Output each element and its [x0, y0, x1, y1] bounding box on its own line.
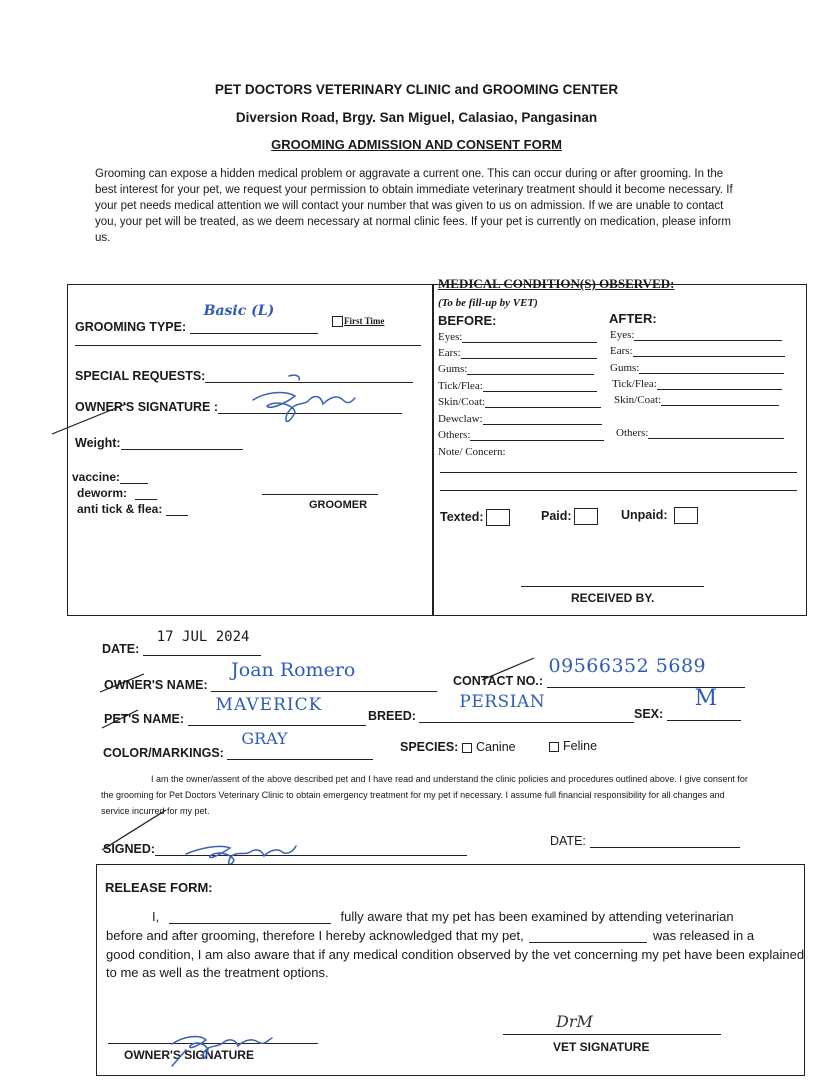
before-ears-field[interactable] [438, 347, 597, 359]
special-requests-label: SPECIAL REQUESTS: [75, 369, 206, 383]
anti-tick-field[interactable] [77, 502, 188, 516]
received-by-label: RECEIVED BY. [571, 591, 655, 605]
color-markings-value: GRAY [241, 729, 288, 748]
deworm-label: deworm: [77, 486, 128, 500]
date-field[interactable] [102, 629, 261, 656]
after-others-label: Others: [616, 427, 649, 439]
texted-label: Texted: [440, 509, 484, 524]
after-tickflea-field[interactable] [612, 378, 782, 390]
medical-subtitle: (To be fill-up by VET) [438, 297, 538, 309]
weight-field[interactable] [75, 436, 243, 450]
deworm-field[interactable] [77, 486, 157, 500]
before-eyes-field[interactable] [438, 331, 597, 343]
after-skincoat-label: Skin/Coat: [614, 394, 662, 406]
owner-signature-pen-mark [50, 400, 130, 440]
before-dewclaw-field[interactable] [438, 413, 602, 425]
first-time-label: First Time [344, 316, 385, 326]
canine-checkbox[interactable] [462, 743, 472, 753]
vet-signature-label: VET SIGNATURE [553, 1040, 650, 1054]
before-eyes-label: Eyes: [438, 331, 463, 343]
clinic-name: PET DOCTORS VETERINARY CLINIC and GROOMING CENTER [214, 82, 619, 97]
groomer-label: GROOMER [309, 499, 368, 511]
breed-label: BREED: [368, 709, 416, 723]
release-owner-name-line[interactable] [169, 911, 331, 924]
grooming-type-value: Basic (L) [203, 303, 275, 319]
release-owner-signature-scribble [160, 1010, 280, 1070]
feline-label: Feline [563, 739, 598, 753]
release-owner-signature-label: OWNER'S SIGNATURE [124, 1048, 254, 1062]
grooming-type-second-line [75, 345, 421, 346]
note-concern-label: Note/ Concern: [438, 446, 506, 458]
first-time-checkbox[interactable] [332, 316, 384, 327]
unpaid-label: Unpaid: [621, 507, 668, 522]
before-ears-label: Ears: [438, 347, 461, 359]
release-pet-name-line[interactable] [529, 930, 647, 943]
weight-label: Weight: [75, 436, 121, 450]
anti-tick-label: anti tick & flea: [77, 502, 163, 516]
release-line-2 [106, 928, 754, 943]
release-i-label: I, [152, 909, 160, 924]
release-line-2-end-text: was released in a [652, 928, 755, 943]
release-line-3: good condition, I am also aware that if any medical condition observed by the vet concerning my pet have been explained to me as well as the treatment options. [106, 947, 805, 980]
contact-label: CONTACT NO.: [453, 674, 544, 688]
owner-name-value: Joan Romero [231, 659, 356, 681]
after-gums-label: Gums: [610, 362, 640, 374]
color-markings-field[interactable] [103, 729, 373, 760]
before-label: BEFORE: [438, 313, 497, 328]
after-eyes-field[interactable] [610, 329, 782, 341]
after-skincoat-field[interactable] [614, 394, 779, 406]
vet-initials: DrM [556, 1012, 593, 1031]
breed-field[interactable] [368, 692, 634, 723]
owner-name-label: OWNER'S NAME: [104, 678, 208, 692]
signed-pen-mark [100, 808, 170, 854]
paid-box[interactable] [574, 508, 598, 525]
after-others-field[interactable] [616, 427, 784, 439]
feline-checkbox[interactable] [549, 742, 559, 752]
release-line-2-text: before and after grooming, therefore I hereby acknowledged that my pet, [106, 928, 524, 943]
after-gums-field[interactable] [610, 362, 784, 374]
date2-field[interactable] [550, 834, 740, 848]
owner-name-pen-mark [98, 672, 148, 696]
contact-pen-mark [480, 656, 536, 682]
unpaid-checkbox[interactable] [621, 507, 698, 524]
species-label: SPECIES: [400, 740, 459, 754]
texted-box[interactable] [486, 509, 510, 526]
after-tickflea-label: Tick/Flea: [612, 378, 657, 390]
date-value: 17 JUL 2024 [156, 629, 250, 645]
received-by-line [521, 586, 704, 587]
consent-paragraph: I am the owner/assent of the above described pet and I have read and understand the clinic policies and procedures outlined above. I give consent for the grooming for Pet Doctors Veterinary Clinic to obtain emergency treatment for my pet if necessary. I assume full financial responsibility for all changes and service incurred for my pet. [101, 774, 748, 816]
groomer-signature-line [262, 494, 378, 495]
contact-value: 09566352 5689 [548, 655, 707, 677]
before-gums-label: Gums: [438, 363, 468, 375]
intro-paragraph: Grooming can expose a hidden medical problem or aggravate a current one. This can occur during or after grooming. In the best interest for your pet, we request your permission to obtain immediate veterinary treatment should it become necessary. If your pet needs medical attention we will contact your number that was given to us on admission. If we are unable to contact you, your pet will be treated, as we deem necessary at normal clinic fees. If your pet is currently on medication, please inform us. [95, 168, 733, 244]
before-tickflea-field[interactable] [438, 380, 597, 392]
owner-signature-scribble [225, 370, 365, 430]
color-markings-label: COLOR/MARKINGS: [103, 746, 224, 760]
pet-name-field[interactable] [104, 695, 366, 726]
vaccine-field[interactable] [72, 470, 148, 484]
before-skincoat-label: Skin/Coat: [438, 396, 486, 408]
form-title: GROOMING ADMISSION AND CONSENT FORM [271, 137, 562, 152]
signed-signature-scribble [170, 826, 320, 866]
before-tickflea-label: Tick/Flea: [438, 380, 483, 392]
grooming-type-label: GROOMING TYPE: [75, 320, 187, 334]
vaccine-label: vaccine: [72, 470, 121, 484]
note-line-2[interactable] [440, 490, 797, 491]
canine-label: Canine [476, 740, 516, 754]
breed-value: PERSIAN [459, 692, 546, 712]
release-line-1-text: fully aware that my pet has been examined by attending veterinarian [340, 909, 734, 924]
after-ears-field[interactable] [610, 345, 785, 357]
sex-value: M [694, 686, 718, 711]
signed-label: SIGNED: [103, 842, 156, 856]
before-gums-field[interactable] [438, 363, 594, 375]
texted-checkbox[interactable] [440, 509, 510, 526]
column-divider [432, 284, 434, 616]
sex-label: SEX: [634, 707, 664, 721]
before-others-label: Others: [438, 429, 471, 441]
release-form-title: RELEASE FORM: [105, 880, 213, 895]
unpaid-box[interactable] [674, 507, 698, 524]
canine-option[interactable] [462, 740, 516, 754]
clinic-address: Diversion Road, Brgy. San Miguel, Calasiao, Pangasinan [235, 110, 598, 125]
after-eyes-label: Eyes: [610, 329, 635, 341]
owner-signature-label: OWNER'S SIGNATURE : [75, 400, 219, 414]
release-line-1 [152, 909, 734, 924]
pet-name-label: PET'S NAME: [104, 712, 185, 726]
before-skincoat-field[interactable] [438, 396, 601, 408]
medical-title: MEDICAL CONDITION(S) OBSERVED: [438, 276, 675, 291]
paid-label: Paid: [541, 508, 572, 523]
before-others-field[interactable] [438, 429, 604, 441]
after-ears-label: Ears: [610, 345, 633, 357]
note-line-1[interactable] [440, 472, 797, 473]
vet-signature-line[interactable] [503, 1034, 721, 1035]
before-dewclaw-label: Dewclaw: [438, 413, 483, 425]
pet-name-pen-mark [100, 708, 140, 730]
after-label: AFTER: [609, 311, 657, 326]
date2-label: DATE: [550, 834, 586, 848]
grooming-type-field[interactable] [75, 303, 318, 334]
first-time-box[interactable] [332, 316, 343, 327]
paid-checkbox[interactable] [541, 508, 598, 525]
owner-name-field[interactable] [104, 659, 437, 692]
feline-option[interactable] [549, 739, 597, 753]
sex-field[interactable] [634, 686, 741, 721]
date-label: DATE: [102, 642, 140, 656]
pet-name-value: MAVERICK [215, 695, 323, 715]
